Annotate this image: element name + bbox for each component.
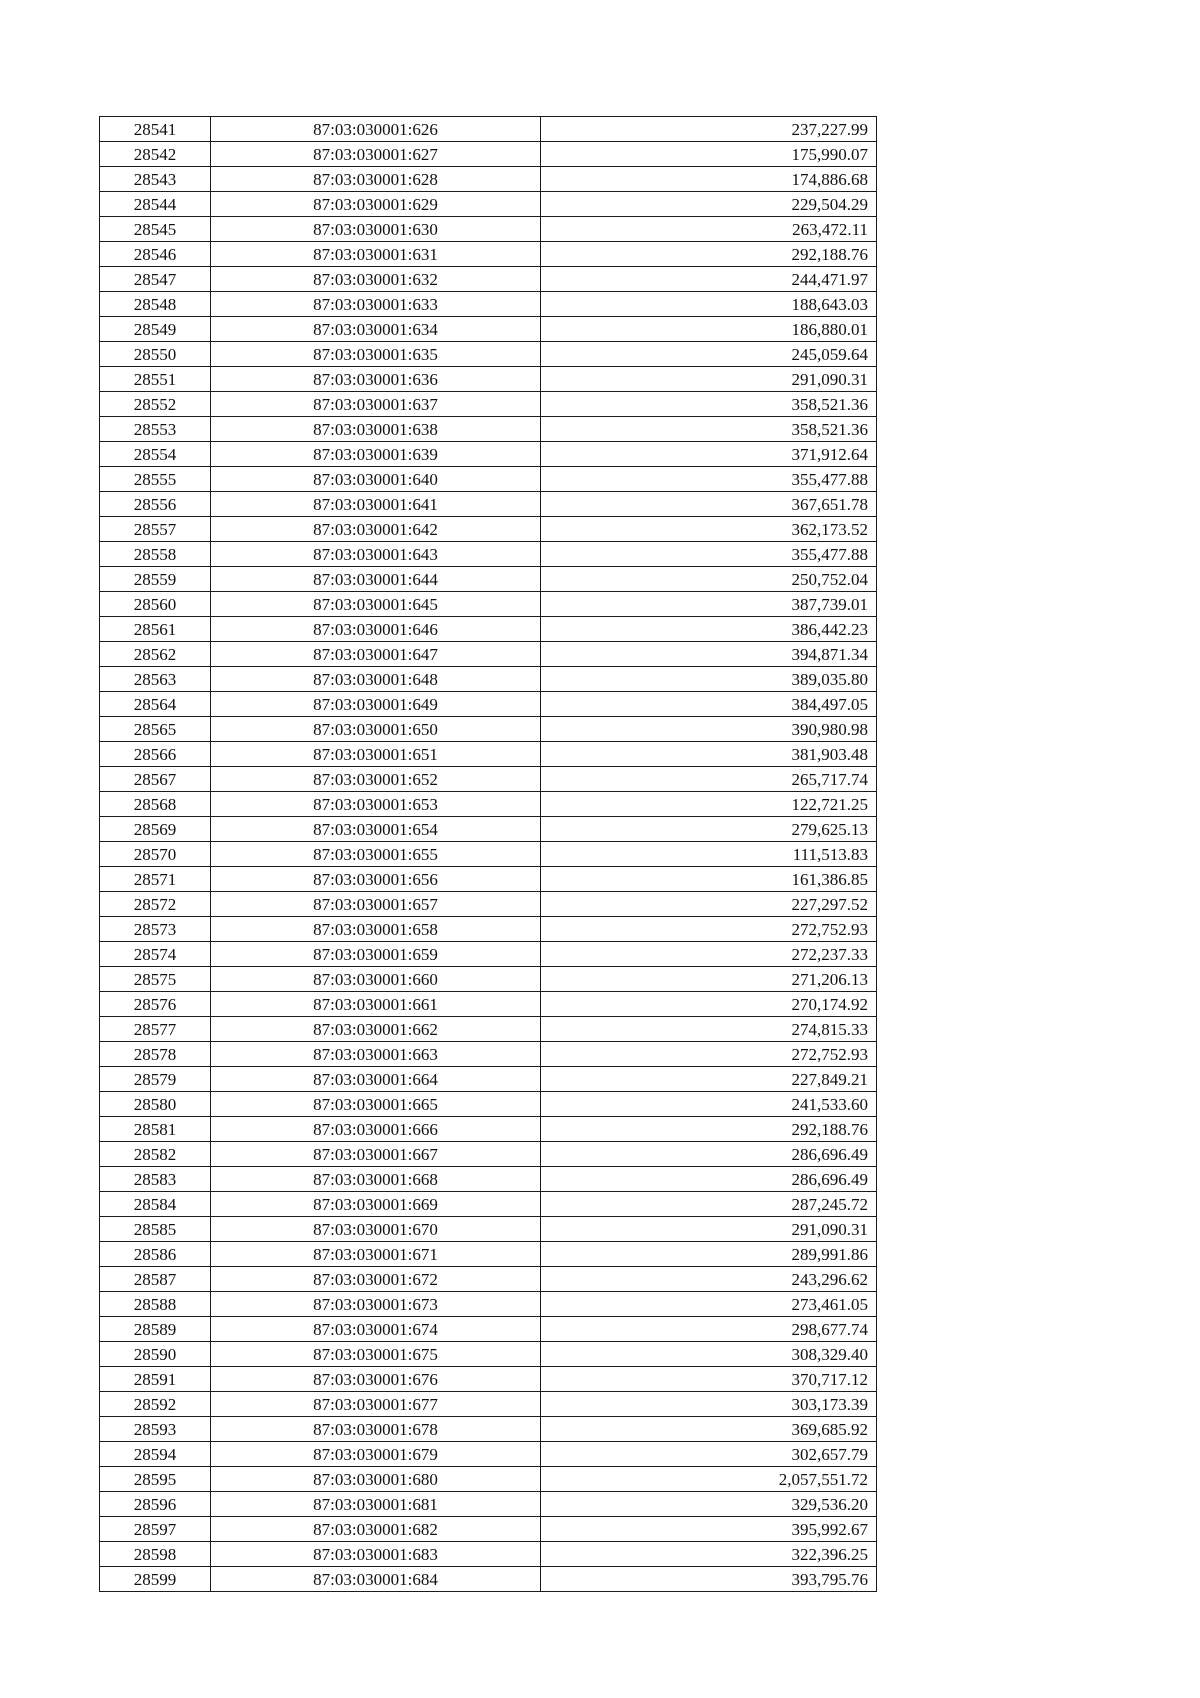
cadastral-number-cell: 87:03:030001:653 <box>211 792 541 817</box>
table-row <box>100 1317 877 1342</box>
table-row <box>100 842 877 867</box>
cadastral-number-cell: 87:03:030001:632 <box>211 267 541 292</box>
row-number-cell: 28588 <box>100 1292 211 1317</box>
table-row <box>100 1067 877 1092</box>
row-number-cell: 28560 <box>100 592 211 617</box>
cadastral-number-cell: 87:03:030001:665 <box>211 1092 541 1117</box>
cadastral-value-cell: 291,090.31 <box>541 367 877 392</box>
row-number-cell: 28585 <box>100 1217 211 1242</box>
row-number-cell: 28582 <box>100 1142 211 1167</box>
cadastral-number-cell: 87:03:030001:681 <box>211 1492 541 1517</box>
cadastral-value-cell: 322,396.25 <box>541 1542 877 1567</box>
cadastral-value-cell: 265,717.74 <box>541 767 877 792</box>
table-row <box>100 492 877 517</box>
cadastral-value-cell: 381,903.48 <box>541 742 877 767</box>
cadastral-value-cell: 302,657.79 <box>541 1442 877 1467</box>
table-row <box>100 917 877 942</box>
table-row <box>100 1217 877 1242</box>
cadastral-value-cell: 292,188.76 <box>541 1117 877 1142</box>
row-number-cell: 28543 <box>100 167 211 192</box>
row-number-cell: 28575 <box>100 967 211 992</box>
cadastral-value-cell: 243,296.62 <box>541 1267 877 1292</box>
cadastral-number-cell: 87:03:030001:634 <box>211 317 541 342</box>
table-row <box>100 292 877 317</box>
cadastral-value-cell: 367,651.78 <box>541 492 877 517</box>
table-row <box>100 1042 877 1067</box>
table-row <box>100 1142 877 1167</box>
cadastral-number-cell: 87:03:030001:627 <box>211 142 541 167</box>
cadastral-value-cell: 287,245.72 <box>541 1192 877 1217</box>
cadastral-value-cell: 303,173.39 <box>541 1392 877 1417</box>
cadastral-value-cell: 389,035.80 <box>541 667 877 692</box>
row-number-cell: 28550 <box>100 342 211 367</box>
cadastral-value-cell: 387,739.01 <box>541 592 877 617</box>
table-row <box>100 1117 877 1142</box>
row-number-cell: 28572 <box>100 892 211 917</box>
cadastral-value-cell: 393,795.76 <box>541 1567 877 1592</box>
cadastral-number-cell: 87:03:030001:666 <box>211 1117 541 1142</box>
cadastral-number-cell: 87:03:030001:648 <box>211 667 541 692</box>
cadastral-number-cell: 87:03:030001:641 <box>211 492 541 517</box>
row-number-cell: 28567 <box>100 767 211 792</box>
cadastral-number-cell: 87:03:030001:654 <box>211 817 541 842</box>
row-number-cell: 28564 <box>100 692 211 717</box>
cadastral-value-cell: 358,521.36 <box>541 417 877 442</box>
row-number-cell: 28568 <box>100 792 211 817</box>
cadastral-number-cell: 87:03:030001:667 <box>211 1142 541 1167</box>
row-number-cell: 28548 <box>100 292 211 317</box>
cadastral-number-cell: 87:03:030001:664 <box>211 1067 541 1092</box>
cadastral-value-cell: 386,442.23 <box>541 617 877 642</box>
cadastral-number-cell: 87:03:030001:655 <box>211 842 541 867</box>
row-number-cell: 28547 <box>100 267 211 292</box>
row-number-cell: 28597 <box>100 1517 211 1542</box>
row-number-cell: 28555 <box>100 467 211 492</box>
row-number-cell: 28565 <box>100 717 211 742</box>
table-row <box>100 267 877 292</box>
cadastral-number-cell: 87:03:030001:638 <box>211 417 541 442</box>
table-row <box>100 467 877 492</box>
row-number-cell: 28592 <box>100 1392 211 1417</box>
cadastral-number-cell: 87:03:030001:630 <box>211 217 541 242</box>
table-body <box>100 117 877 1592</box>
table-row <box>100 542 877 567</box>
table-row <box>100 1242 877 1267</box>
table-row <box>100 392 877 417</box>
row-number-cell: 28554 <box>100 442 211 467</box>
table-row <box>100 1192 877 1217</box>
table-row <box>100 1542 877 1567</box>
table-row <box>100 367 877 392</box>
cadastral-value-cell: 272,237.33 <box>541 942 877 967</box>
cadastral-value-cell: 286,696.49 <box>541 1142 877 1167</box>
cadastral-value-cell: 291,090.31 <box>541 1217 877 1242</box>
row-number-cell: 28587 <box>100 1267 211 1292</box>
table-row <box>100 1392 877 1417</box>
cadastral-value-cell: 292,188.76 <box>541 242 877 267</box>
cadastral-number-cell: 87:03:030001:635 <box>211 342 541 367</box>
cadastral-value-cell: 371,912.64 <box>541 442 877 467</box>
row-number-cell: 28571 <box>100 867 211 892</box>
cadastral-value-cell: 2,057,551.72 <box>541 1467 877 1492</box>
cadastral-value-cell: 111,513.83 <box>541 842 877 867</box>
cadastral-number-cell: 87:03:030001:662 <box>211 1017 541 1042</box>
row-number-cell: 28558 <box>100 542 211 567</box>
table-row <box>100 517 877 542</box>
cadastral-value-cell: 227,849.21 <box>541 1067 877 1092</box>
row-number-cell: 28593 <box>100 1417 211 1442</box>
table-row <box>100 1442 877 1467</box>
cadastral-value-cell: 229,504.29 <box>541 192 877 217</box>
table-row <box>100 767 877 792</box>
cadastral-value-cell: 250,752.04 <box>541 567 877 592</box>
row-number-cell: 28578 <box>100 1042 211 1067</box>
table-row <box>100 442 877 467</box>
table-row <box>100 642 877 667</box>
table-row <box>100 567 877 592</box>
cadastral-value-cell: 227,297.52 <box>541 892 877 917</box>
cadastral-number-cell: 87:03:030001:628 <box>211 167 541 192</box>
table-row <box>100 1417 877 1442</box>
cadastral-number-cell: 87:03:030001:675 <box>211 1342 541 1367</box>
row-number-cell: 28559 <box>100 567 211 592</box>
cadastral-value-cell: 369,685.92 <box>541 1417 877 1442</box>
table-row <box>100 417 877 442</box>
table-row <box>100 342 877 367</box>
cadastral-number-cell: 87:03:030001:671 <box>211 1242 541 1267</box>
table-row <box>100 992 877 1017</box>
cadastral-value-cell: 394,871.34 <box>541 642 877 667</box>
table-row <box>100 892 877 917</box>
cadastral-value-cell: 289,991.86 <box>541 1242 877 1267</box>
cadastral-value-cell: 244,471.97 <box>541 267 877 292</box>
row-number-cell: 28546 <box>100 242 211 267</box>
cadastral-number-cell: 87:03:030001:680 <box>211 1467 541 1492</box>
cadastral-value-cell: 298,677.74 <box>541 1317 877 1342</box>
cadastral-number-cell: 87:03:030001:672 <box>211 1267 541 1292</box>
cadastral-value-table <box>99 116 877 1592</box>
row-number-cell: 28545 <box>100 217 211 242</box>
cadastral-value-cell: 395,992.67 <box>541 1517 877 1542</box>
cadastral-number-cell: 87:03:030001:639 <box>211 442 541 467</box>
cadastral-value-cell: 122,721.25 <box>541 792 877 817</box>
row-number-cell: 28590 <box>100 1342 211 1367</box>
table-row <box>100 117 877 142</box>
cadastral-number-cell: 87:03:030001:670 <box>211 1217 541 1242</box>
row-number-cell: 28581 <box>100 1117 211 1142</box>
row-number-cell: 28577 <box>100 1017 211 1042</box>
row-number-cell: 28598 <box>100 1542 211 1567</box>
table-row <box>100 167 877 192</box>
table-row <box>100 142 877 167</box>
cadastral-number-cell: 87:03:030001:683 <box>211 1542 541 1567</box>
cadastral-number-cell: 87:03:030001:659 <box>211 942 541 967</box>
table-row <box>100 1567 877 1592</box>
cadastral-value-cell: 390,980.98 <box>541 717 877 742</box>
cadastral-value-cell: 355,477.88 <box>541 542 877 567</box>
cadastral-number-cell: 87:03:030001:647 <box>211 642 541 667</box>
cadastral-value-cell: 355,477.88 <box>541 467 877 492</box>
table-row <box>100 1017 877 1042</box>
row-number-cell: 28551 <box>100 367 211 392</box>
cadastral-number-cell: 87:03:030001:637 <box>211 392 541 417</box>
table-row <box>100 1517 877 1542</box>
cadastral-number-cell: 87:03:030001:682 <box>211 1517 541 1542</box>
cadastral-number-cell: 87:03:030001:651 <box>211 742 541 767</box>
table-row <box>100 967 877 992</box>
cadastral-value-cell: 358,521.36 <box>541 392 877 417</box>
table-row <box>100 1092 877 1117</box>
cadastral-number-cell: 87:03:030001:643 <box>211 542 541 567</box>
table-row <box>100 717 877 742</box>
row-number-cell: 28549 <box>100 317 211 342</box>
table-row <box>100 217 877 242</box>
cadastral-number-cell: 87:03:030001:652 <box>211 767 541 792</box>
row-number-cell: 28553 <box>100 417 211 442</box>
cadastral-number-cell: 87:03:030001:633 <box>211 292 541 317</box>
row-number-cell: 28584 <box>100 1192 211 1217</box>
cadastral-number-cell: 87:03:030001:663 <box>211 1042 541 1067</box>
cadastral-number-cell: 87:03:030001:676 <box>211 1367 541 1392</box>
cadastral-number-cell: 87:03:030001:658 <box>211 917 541 942</box>
cadastral-number-cell: 87:03:030001:644 <box>211 567 541 592</box>
table-row <box>100 1342 877 1367</box>
row-number-cell: 28583 <box>100 1167 211 1192</box>
cadastral-number-cell: 87:03:030001:645 <box>211 592 541 617</box>
table-row <box>100 692 877 717</box>
row-number-cell: 28574 <box>100 942 211 967</box>
row-number-cell: 28573 <box>100 917 211 942</box>
row-number-cell: 28541 <box>100 117 211 142</box>
table-row <box>100 1267 877 1292</box>
row-number-cell: 28591 <box>100 1367 211 1392</box>
row-number-cell: 28563 <box>100 667 211 692</box>
cadastral-value-cell: 279,625.13 <box>541 817 877 842</box>
row-number-cell: 28576 <box>100 992 211 1017</box>
table-row <box>100 817 877 842</box>
row-number-cell: 28542 <box>100 142 211 167</box>
table-row <box>100 1367 877 1392</box>
cadastral-value-cell: 329,536.20 <box>541 1492 877 1517</box>
row-number-cell: 28556 <box>100 492 211 517</box>
table-row <box>100 592 877 617</box>
cadastral-value-cell: 362,173.52 <box>541 517 877 542</box>
table-row <box>100 792 877 817</box>
cadastral-number-cell: 87:03:030001:626 <box>211 117 541 142</box>
row-number-cell: 28579 <box>100 1067 211 1092</box>
table-row <box>100 192 877 217</box>
cadastral-value-cell: 274,815.33 <box>541 1017 877 1042</box>
cadastral-value-cell: 271,206.13 <box>541 967 877 992</box>
cadastral-value-cell: 175,990.07 <box>541 142 877 167</box>
table-row <box>100 1167 877 1192</box>
row-number-cell: 28569 <box>100 817 211 842</box>
cadastral-number-cell: 87:03:030001:679 <box>211 1442 541 1467</box>
cadastral-value-cell: 272,752.93 <box>541 917 877 942</box>
row-number-cell: 28570 <box>100 842 211 867</box>
cadastral-number-cell: 87:03:030001:668 <box>211 1167 541 1192</box>
cadastral-value-cell: 384,497.05 <box>541 692 877 717</box>
cadastral-number-cell: 87:03:030001:642 <box>211 517 541 542</box>
cadastral-number-cell: 87:03:030001:646 <box>211 617 541 642</box>
cadastral-value-cell: 263,472.11 <box>541 217 877 242</box>
table-row <box>100 1467 877 1492</box>
table-row <box>100 867 877 892</box>
cadastral-value-cell: 245,059.64 <box>541 342 877 367</box>
table-row <box>100 242 877 267</box>
table-row <box>100 617 877 642</box>
cadastral-number-cell: 87:03:030001:649 <box>211 692 541 717</box>
cadastral-number-cell: 87:03:030001:640 <box>211 467 541 492</box>
cadastral-number-cell: 87:03:030001:657 <box>211 892 541 917</box>
table-row <box>100 1292 877 1317</box>
cadastral-value-cell: 241,533.60 <box>541 1092 877 1117</box>
cadastral-number-cell: 87:03:030001:674 <box>211 1317 541 1342</box>
cadastral-value-cell: 174,886.68 <box>541 167 877 192</box>
cadastral-value-cell: 308,329.40 <box>541 1342 877 1367</box>
row-number-cell: 28595 <box>100 1467 211 1492</box>
cadastral-number-cell: 87:03:030001:684 <box>211 1567 541 1592</box>
cadastral-number-cell: 87:03:030001:629 <box>211 192 541 217</box>
cadastral-number-cell: 87:03:030001:650 <box>211 717 541 742</box>
cadastral-number-cell: 87:03:030001:656 <box>211 867 541 892</box>
table-row <box>100 317 877 342</box>
cadastral-number-cell: 87:03:030001:636 <box>211 367 541 392</box>
cadastral-number-cell: 87:03:030001:660 <box>211 967 541 992</box>
cadastral-value-cell: 270,174.92 <box>541 992 877 1017</box>
cadastral-value-cell: 370,717.12 <box>541 1367 877 1392</box>
cadastral-number-cell: 87:03:030001:631 <box>211 242 541 267</box>
row-number-cell: 28552 <box>100 392 211 417</box>
row-number-cell: 28589 <box>100 1317 211 1342</box>
cadastral-value-cell: 286,696.49 <box>541 1167 877 1192</box>
cadastral-value-cell: 188,643.03 <box>541 292 877 317</box>
row-number-cell: 28544 <box>100 192 211 217</box>
cadastral-number-cell: 87:03:030001:669 <box>211 1192 541 1217</box>
row-number-cell: 28580 <box>100 1092 211 1117</box>
cadastral-number-cell: 87:03:030001:677 <box>211 1392 541 1417</box>
cadastral-number-cell: 87:03:030001:678 <box>211 1417 541 1442</box>
cadastral-value-cell: 237,227.99 <box>541 117 877 142</box>
cadastral-value-cell: 272,752.93 <box>541 1042 877 1067</box>
row-number-cell: 28586 <box>100 1242 211 1267</box>
cadastral-number-cell: 87:03:030001:673 <box>211 1292 541 1317</box>
row-number-cell: 28599 <box>100 1567 211 1592</box>
table-row <box>100 667 877 692</box>
table-row <box>100 1492 877 1517</box>
cadastral-value-cell: 273,461.05 <box>541 1292 877 1317</box>
table-row <box>100 742 877 767</box>
row-number-cell: 28596 <box>100 1492 211 1517</box>
cadastral-number-cell: 87:03:030001:661 <box>211 992 541 1017</box>
cadastral-value-cell: 186,880.01 <box>541 317 877 342</box>
cadastral-value-cell: 161,386.85 <box>541 867 877 892</box>
row-number-cell: 28557 <box>100 517 211 542</box>
table-row <box>100 942 877 967</box>
row-number-cell: 28594 <box>100 1442 211 1467</box>
row-number-cell: 28566 <box>100 742 211 767</box>
row-number-cell: 28561 <box>100 617 211 642</box>
row-number-cell: 28562 <box>100 642 211 667</box>
